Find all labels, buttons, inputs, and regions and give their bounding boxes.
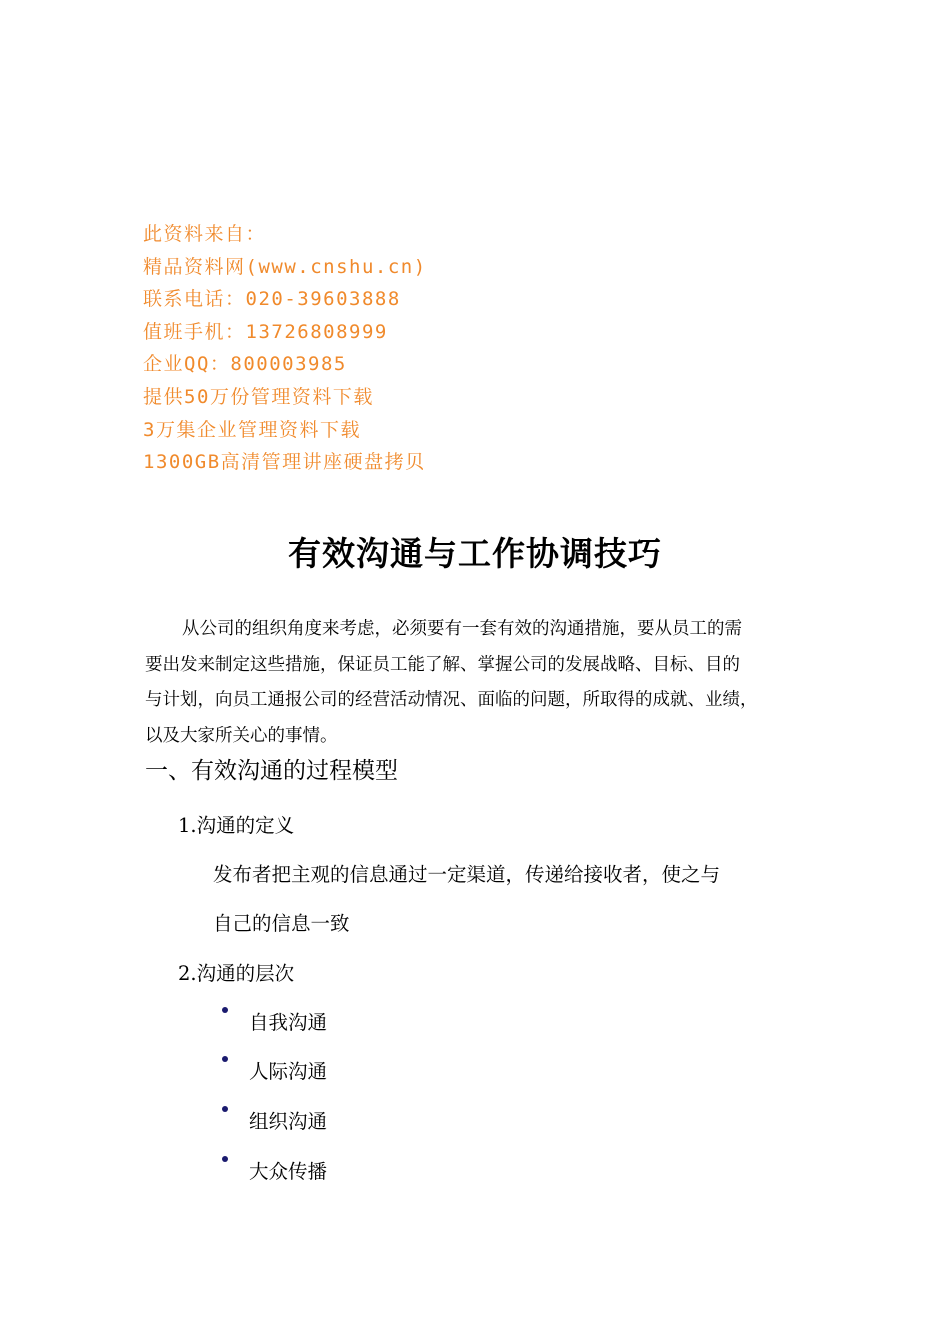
source-line-offer-2: 3万集企业管理资料下载 [143, 418, 361, 441]
list-item [218, 1056, 327, 1084]
source-line-header: 此资料来自： [143, 223, 267, 245]
list-item-label: 人际沟通 [249, 1060, 328, 1083]
list-item [218, 1156, 327, 1184]
bullet-dot-icon [222, 1007, 228, 1013]
source-line-qq: 企业QQ：800003985 [143, 353, 347, 376]
intro-line: 与计划，向员工通报公司的经营活动情况、面临的问题，所取得的成就、业绩， [145, 690, 758, 710]
list-item-label: 大众传播 [249, 1160, 328, 1183]
list-item [218, 1106, 327, 1134]
sub-heading-levels: 2.沟通的层次 [178, 962, 295, 985]
intro-line: 从公司的组织角度来考虑，必须要有一套有效的沟通措施，要从员工的需 [182, 619, 742, 639]
source-line-website: 精品资料网(www.cnshu.cn) [143, 255, 427, 278]
source-line-mobile: 值班手机：13726808999 [143, 320, 388, 343]
intro-paragraph [145, 612, 825, 754]
intro-line: 以及大家所关心的事情。 [145, 725, 338, 746]
list-item [218, 1007, 327, 1035]
source-line-phone: 联系电话：020-39603888 [143, 288, 401, 311]
bullet-dot-icon [222, 1156, 228, 1162]
section-heading: 一、有效沟通的过程模型 [145, 758, 398, 784]
definition-text-line: 发布者把主观的信息通过一定渠道，传递给接收者，使之与 [213, 863, 721, 886]
source-line-offer-3: 1300GB高清管理讲座硬盘拷贝 [143, 451, 426, 474]
bullet-dot-icon [222, 1056, 228, 1062]
list-item-label: 组织沟通 [249, 1110, 328, 1133]
source-info-block [143, 218, 427, 479]
definition-text-line: 自己的信息一致 [213, 912, 350, 935]
list-item-label: 自我沟通 [249, 1011, 328, 1034]
sub-heading-definition: 1.沟通的定义 [178, 814, 295, 837]
intro-line: 要出发来制定这些措施，保证员工能了解、掌握公司的发展战略、目标、目的 [145, 654, 740, 675]
document-title: 有效沟通与工作协调技巧 [288, 534, 662, 573]
bullet-dot-icon [222, 1106, 228, 1112]
source-line-offer-1: 提供50万份管理资料下载 [143, 385, 374, 408]
